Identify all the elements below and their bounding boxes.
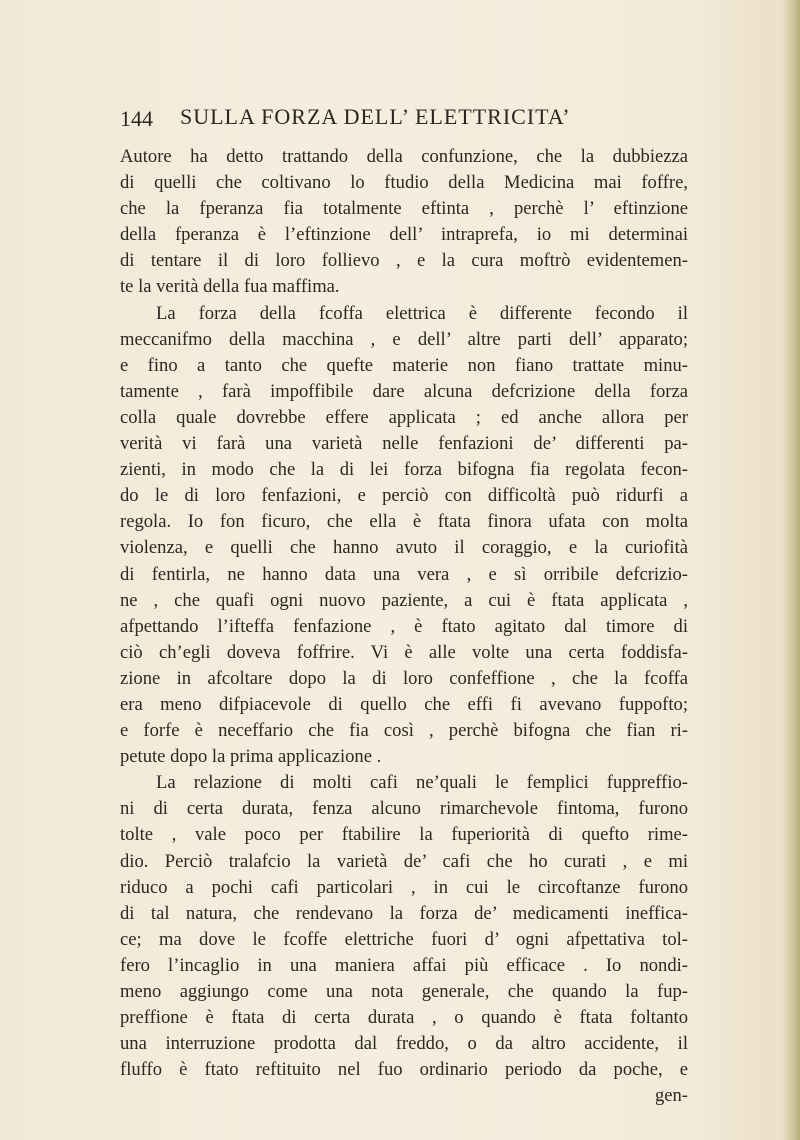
page-header xyxy=(120,100,680,134)
text-line: La forza della fcoffa elettrica è differente fecondo il xyxy=(156,302,688,324)
text-line: colla quale dovrebbe effere applicata ; ed anche allora per xyxy=(120,406,688,428)
text-line: ni di certa durata, fenza alcuno rimarchevole fintoma, furono xyxy=(120,798,688,820)
text-line: La relazione di molti cafi ne’quali le femplici fuppreffio- xyxy=(156,772,688,794)
text-line: regola. Io fon ficuro, che ella è ftata finora ufata con molta xyxy=(120,511,688,533)
text-line: meccanifmo della macchina , e dell’ altre parti dell’ apparato; xyxy=(120,328,688,350)
text-line: zione in afcoltare dopo la di loro confeffione , che la fcoffa xyxy=(120,667,688,689)
text-line: era meno difpiacevole di quello che effi fi avevano fuppofto; xyxy=(120,693,688,715)
text-line: verità vi farà una varietà nelle fenfazioni de’ differenti pa- xyxy=(120,433,688,455)
text-line: e forfe è neceffario che fia così , perchè bifogna che fian ri- xyxy=(120,720,688,742)
text-line: afpettando l’ifteffa fenfazione , è ftato agitato dal timore di xyxy=(120,615,688,637)
catchword: gen- xyxy=(654,1085,688,1107)
text-line: della fperanza è l’eftinzione dell’ intraprefa, io mi determinai xyxy=(120,224,688,246)
text-line: che la fperanza fia totalmente eftinta , perchè l’ eftinzione xyxy=(120,198,688,220)
text-line: di tal natura, che rendevano la forza de’ medicamenti ineffica- xyxy=(120,902,688,924)
text-line: ne , che quafi ogni nuovo paziente, a cui è ftata applicata , xyxy=(120,589,688,611)
text-line: ciò ch’egli doveva foffrire. Vi è alle volte una certa foddisfa- xyxy=(120,641,688,663)
text-line: di fentirla, ne hanno data una vera , e sì orribile defcrizio- xyxy=(120,563,688,585)
running-head: SULLA FORZA DELL’ ELETTRICITA’ xyxy=(180,104,571,129)
text-line: tamente , farà impoffibile dare alcuna defcrizione della forza xyxy=(120,380,688,402)
text-line: una interruzione prodotta dal freddo, o da altro accidente, il xyxy=(120,1033,688,1055)
page-edge-shadow xyxy=(782,0,800,1140)
text-line: violenza, e quelli che hanno avuto il coraggio, e la curiofità xyxy=(120,537,688,559)
text-line: dio. Perciò tralafcio la varietà de’ cafi che ho curati , e mi xyxy=(120,850,688,872)
text-line: Autore ha detto trattando della confunzione, che la dubbiezza xyxy=(120,146,688,167)
text-line: fluffo è ftato reftituito nel fuo ordinario periodo da poche, e xyxy=(120,1059,688,1081)
text-line: do le di loro fenfazioni, e perciò con difficoltà può ridurfi a xyxy=(120,485,688,507)
text-line: ce; ma dove le fcoffe elettriche fuori d’ ogni afpettativa tol- xyxy=(120,928,688,950)
text-line: di quelli che coltivano lo ftudio della Medicina mai foffre, xyxy=(120,172,688,194)
text-line: petute dopo la prima applicazione . xyxy=(120,746,382,768)
body-text xyxy=(120,144,688,1109)
page-number: 144 xyxy=(120,106,153,131)
text-line: di tentare il di loro follievo , e la cura moftrò evidentemen- xyxy=(120,250,688,272)
text-line: te la verità della fua maffima. xyxy=(120,276,340,298)
text-line: meno aggiungo come una nota generale, che quando la fup- xyxy=(120,981,688,1002)
text-line: e fino a tanto che quefte materie non fiano trattate minu- xyxy=(120,354,688,376)
text-line: riduco a pochi cafi particolari , in cui le circoftanze furono xyxy=(120,876,688,898)
text-line: tolte , vale poco per ftabilire la fuperiorità di quefto rime- xyxy=(120,824,688,846)
text-line: preffione è ftata di certa durata , o quando è ftata foltanto xyxy=(120,1007,688,1029)
text-line: zienti, in modo che la di lei forza bifogna fia regolata fecon- xyxy=(120,459,688,481)
text-line: fero l’incaglio in una maniera affai più efficace . Io nondi- xyxy=(120,954,688,976)
